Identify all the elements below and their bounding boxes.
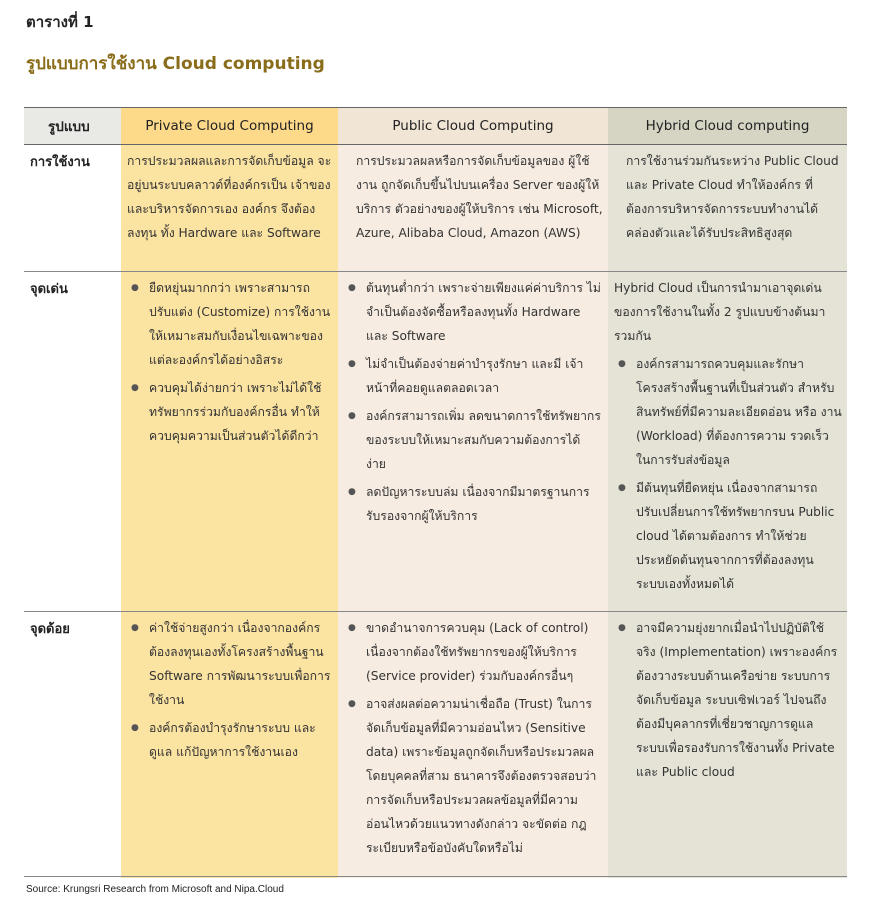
table-title: รูปแบบการใช้งาน Cloud computing <box>26 54 325 74</box>
table-row-strengths <box>24 272 847 612</box>
strengths-private-list <box>127 276 334 448</box>
row-label-strengths: จุดเด่น <box>24 272 121 612</box>
table-number-label: ตารางที่ 1 <box>26 13 94 31</box>
list-item: ● ขาดอำนาจการควบคุม (Lack of control) เนื่องจากต้องใช้ทรัพยากรของผู้ให้บริการ (Service provider) ร่วมกับองค์กรอื่นๆ <box>344 616 604 688</box>
list-item: ● องค์กรต้องบำรุงรักษาระบบ และ ดูแล แก้ปัญหาการใช้งานเอง <box>127 716 334 764</box>
list-item: ● องค์กรสามารถเพิ่ม ลดขนาดการใช้ทรัพยากร ของระบบให้เหมาะสมกับความต้องการได้ ง่าย <box>344 404 604 476</box>
source-note: Source: Krungsri Research from Microsoft and Nipa.Cloud <box>26 884 284 895</box>
table-header-row <box>24 108 847 145</box>
header-hybrid-cloud: Hybrid Cloud computing <box>608 108 847 145</box>
usage-public-text: การประมวลผลหรือการจัดเก็บข้อมูลของ ผู้ใช้งาน ถูกจัดเก็บขึ้นไปบนเครื่อง Server ของผู้ให้บริการ ตัวอย่างของผู้ให้บริการ เช่น Microsoft, Azure, Alibaba Cloud, Amazon (AWS) <box>356 154 603 240</box>
row-label-weaknesses: จุดด้อย <box>24 612 121 878</box>
strengths-public-list <box>344 276 604 528</box>
list-item: ● ยืดหยุ่นมากกว่า เพราะสามารถ ปรับแต่ง (Customize) การใช้งาน ให้เหมาะสมกับเงื่อนไขเฉพาะของ แต่ละองค์กรได้อย่างอิสระ <box>127 276 334 372</box>
strengths-private-cell <box>121 272 338 612</box>
table-row-weaknesses <box>24 612 847 878</box>
list-item: ● ลดปัญหาระบบล่ม เนื่องจากมีมาตรฐานการ รับรองจากผู้ให้บริการ <box>344 480 604 528</box>
weaknesses-hybrid-list <box>614 616 843 784</box>
list-item: ● อาจมีความยุ่งยากเมื่อนำไปปฏิบัติใช้ จริง (Implementation) เพราะองค์กร ต้องวางระบบด้านเครือข่าย ระบบการ จัดเก็บข้อมูล ระบบเซิฟเวอร์ ไปจนถึง ต้องมีบุคลากรที่เชี่ยวชาญการดูแล ระบบเพื่อรองรับการใช้งานทั้ง Private และ Public cloud <box>614 616 843 784</box>
table-row-usage <box>24 145 847 272</box>
strengths-hybrid-list <box>614 352 843 596</box>
usage-private-text: การประมวลผลและการจัดเก็บข้อมูล จะอยู่บนระบบคลาวด์ที่องค์กรเป็น เจ้าของ และบริหารจัดการเอง องค์กร จึงต้องลงทุน ทั้ง Hardware และ Software <box>127 154 332 240</box>
list-item: ● ต้นทุนต่ำกว่า เพราะจ่ายเพียงแค่ค่าบริการ ไม่จำเป็นต้องจัดซื้อหรือลงทุนทั้ง Hardware และ Software <box>344 276 604 348</box>
list-item: ● มีต้นทุนที่ยืดหยุ่น เนื่องจากสามารถ ปรับเปลี่ยนการใช้ทรัพยากรบน Public cloud ได้ตามต้องการ ทำให้ช่วย ประหยัดต้นทุนจากการที่ต้องลงทุน ระบบเองทั้งหมดได้ <box>614 476 843 596</box>
usage-private-cell <box>121 145 338 272</box>
list-item: ● ไม่จำเป็นต้องจ่ายค่าบำรุงรักษา และมี เจ้าหน้าที่คอยดูแลตลอดเวลา <box>344 352 604 400</box>
header-model: รูปแบบ <box>24 108 121 145</box>
list-item: ● องค์กรสามารถควบคุมและรักษา โครงสร้างพื้นฐานที่เป็นส่วนตัว สำหรับ สินทรัพย์ที่มีความละเอียดอ่อน หรือ งาน (Workload) ที่ต้องการความ รวดเร็วในการรับส่งข้อมูล <box>614 352 843 472</box>
header-public-cloud: Public Cloud Computing <box>338 108 608 145</box>
weaknesses-hybrid-cell <box>608 612 847 878</box>
cloud-models-table <box>24 107 847 878</box>
weaknesses-public-list <box>344 616 604 860</box>
usage-hybrid-cell <box>608 145 847 272</box>
usage-public-cell <box>338 145 608 272</box>
weaknesses-private-cell <box>121 612 338 878</box>
list-item: ● อาจส่งผลต่อความน่าเชื่อถือ (Trust) ในการ จัดเก็บข้อมูลที่มีความอ่อนไหว (Sensitive data) เพราะข้อมูลถูกจัดเก็บหรือประมวลผล โดยบุคคลที่สาม ธนาคารจึงต้องตรวจสอบว่า การจัดเก็บหรือประมวลผลข้อมูลที่มีความ อ่อนไหวด้วยแนวทางดังกล่าว จะขัดต่อ กฎระเบียบหรือข้อบังคับใดหรือไม่ <box>344 692 604 860</box>
row-label-usage: การใช้งาน <box>24 145 121 272</box>
weaknesses-private-list <box>127 616 334 764</box>
list-item: ● ค่าใช้จ่ายสูงกว่า เนื่องจากองค์กร ต้องลงทุนเองทั้งโครงสร้างพื้นฐาน Software การพัฒนาระบบเพื่อการ ใช้งาน <box>127 616 334 712</box>
header-private-cloud: Private Cloud Computing <box>121 108 338 145</box>
table-bottom-rule <box>24 876 847 877</box>
strengths-public-cell <box>338 272 608 612</box>
usage-hybrid-text: การใช้งานร่วมกันระหว่าง Public Cloud และ Private Cloud ทำให้องค์กร ที่ต้องการบริหารจัดการระบบทำงานได้ คล่องตัวและได้รับประสิทธิสูงสุด <box>626 154 839 240</box>
list-item: ● ควบคุมได้ง่ายกว่า เพราะไม่ได้ใช้ ทรัพยากรร่วมกับองค์กรอื่น ทำให้ ควบคุมความเป็นส่วนตัวได้ดีกว่า <box>127 376 334 448</box>
weaknesses-public-cell <box>338 612 608 878</box>
strengths-hybrid-cell <box>608 272 847 612</box>
strengths-hybrid-intro: Hybrid Cloud เป็นการนำมาเอาจุดเด่น ของการใช้งานในทั้ง 2 รูปแบบข้างต้นมา รวมกัน <box>614 281 826 343</box>
